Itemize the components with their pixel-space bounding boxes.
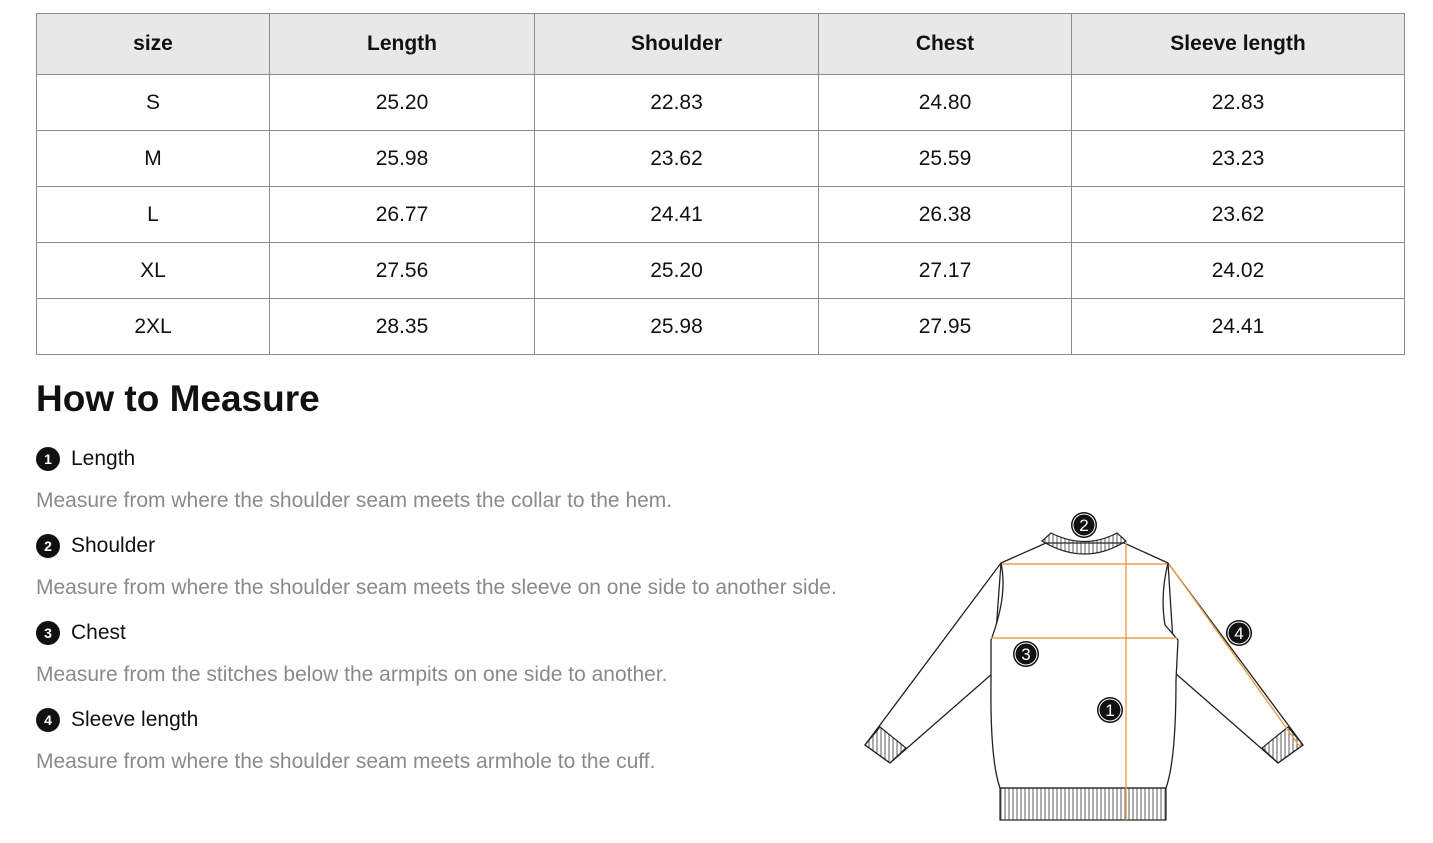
header-size: size xyxy=(37,14,270,75)
measure-item-length xyxy=(36,446,672,513)
table-row xyxy=(37,75,1405,131)
cell-length: 25.98 xyxy=(270,131,535,187)
header-shoulder: Shoulder xyxy=(535,14,819,75)
table-row xyxy=(37,187,1405,243)
sweater-measurement-diagram-icon xyxy=(860,505,1310,830)
cell-sleeve-length: 22.83 xyxy=(1072,75,1405,131)
how-to-measure-title: How to Measure xyxy=(36,378,320,419)
cell-shoulder: 22.83 xyxy=(535,75,819,131)
number-badge-icon: 4 xyxy=(36,708,60,732)
measure-item-sleeve-length xyxy=(36,707,655,774)
number-badge-icon: 3 xyxy=(36,621,60,645)
marker-label: 4 xyxy=(1234,624,1244,643)
cell-shoulder: 23.62 xyxy=(535,131,819,187)
cell-shoulder: 24.41 xyxy=(535,187,819,243)
measure-head xyxy=(36,620,668,646)
table-row xyxy=(37,131,1405,187)
cell-sleeve-length: 24.41 xyxy=(1072,299,1405,355)
cell-chest: 27.95 xyxy=(819,299,1072,355)
measure-label: Shoulder xyxy=(71,534,156,557)
marker-label: 3 xyxy=(1021,645,1031,664)
cell-sleeve-length: 23.62 xyxy=(1072,187,1405,243)
marker-label: 1 xyxy=(1105,701,1115,720)
marker-label: 2 xyxy=(1079,516,1089,535)
sweater-body xyxy=(991,543,1178,788)
hem-rib xyxy=(1000,788,1166,820)
cell-size: 2XL xyxy=(37,299,270,355)
measure-head xyxy=(36,533,837,559)
cell-length: 27.56 xyxy=(270,243,535,299)
number-badge-icon: 2 xyxy=(36,534,60,558)
measure-description: Measure from the stitches below the armpits on one side to another. xyxy=(36,663,668,686)
measure-label: Length xyxy=(71,447,136,470)
number-badge-icon: 1 xyxy=(36,447,60,471)
measure-label: Sleeve length xyxy=(71,708,199,731)
cell-chest: 25.59 xyxy=(819,131,1072,187)
measure-description: Measure from where the shoulder seam meets the sleeve on one side to another side. xyxy=(36,576,837,599)
cell-length: 26.77 xyxy=(270,187,535,243)
table-header-row xyxy=(37,14,1405,75)
marker-2-icon xyxy=(1071,512,1097,538)
size-chart-table xyxy=(36,13,1405,355)
cell-sleeve-length: 23.23 xyxy=(1072,131,1405,187)
cell-chest: 27.17 xyxy=(819,243,1072,299)
cell-chest: 26.38 xyxy=(819,187,1072,243)
measure-description: Measure from where the shoulder seam meets armhole to the cuff. xyxy=(36,750,656,773)
marker-3-icon xyxy=(1013,641,1039,667)
table-row xyxy=(37,243,1405,299)
header-sleeve-length: Sleeve length xyxy=(1072,14,1405,75)
header-length: Length xyxy=(270,14,535,75)
cell-length: 25.20 xyxy=(270,75,535,131)
measure-item-chest xyxy=(36,620,668,687)
cell-size: L xyxy=(37,187,270,243)
cell-size: M xyxy=(37,131,270,187)
header-chest: Chest xyxy=(819,14,1072,75)
cell-size: XL xyxy=(37,243,270,299)
cell-size: S xyxy=(37,75,270,131)
measure-head xyxy=(36,446,672,472)
marker-1-icon xyxy=(1097,697,1123,723)
marker-4-icon xyxy=(1226,620,1252,646)
cell-sleeve-length: 24.02 xyxy=(1072,243,1405,299)
cell-length: 28.35 xyxy=(270,299,535,355)
measure-item-shoulder xyxy=(36,533,837,600)
measure-description: Measure from where the shoulder seam meets the collar to the hem. xyxy=(36,489,673,512)
table-row xyxy=(37,299,1405,355)
measure-label: Chest xyxy=(71,621,126,644)
cell-shoulder: 25.98 xyxy=(535,299,819,355)
measure-head xyxy=(36,707,655,733)
cell-chest: 24.80 xyxy=(819,75,1072,131)
cell-shoulder: 25.20 xyxy=(535,243,819,299)
